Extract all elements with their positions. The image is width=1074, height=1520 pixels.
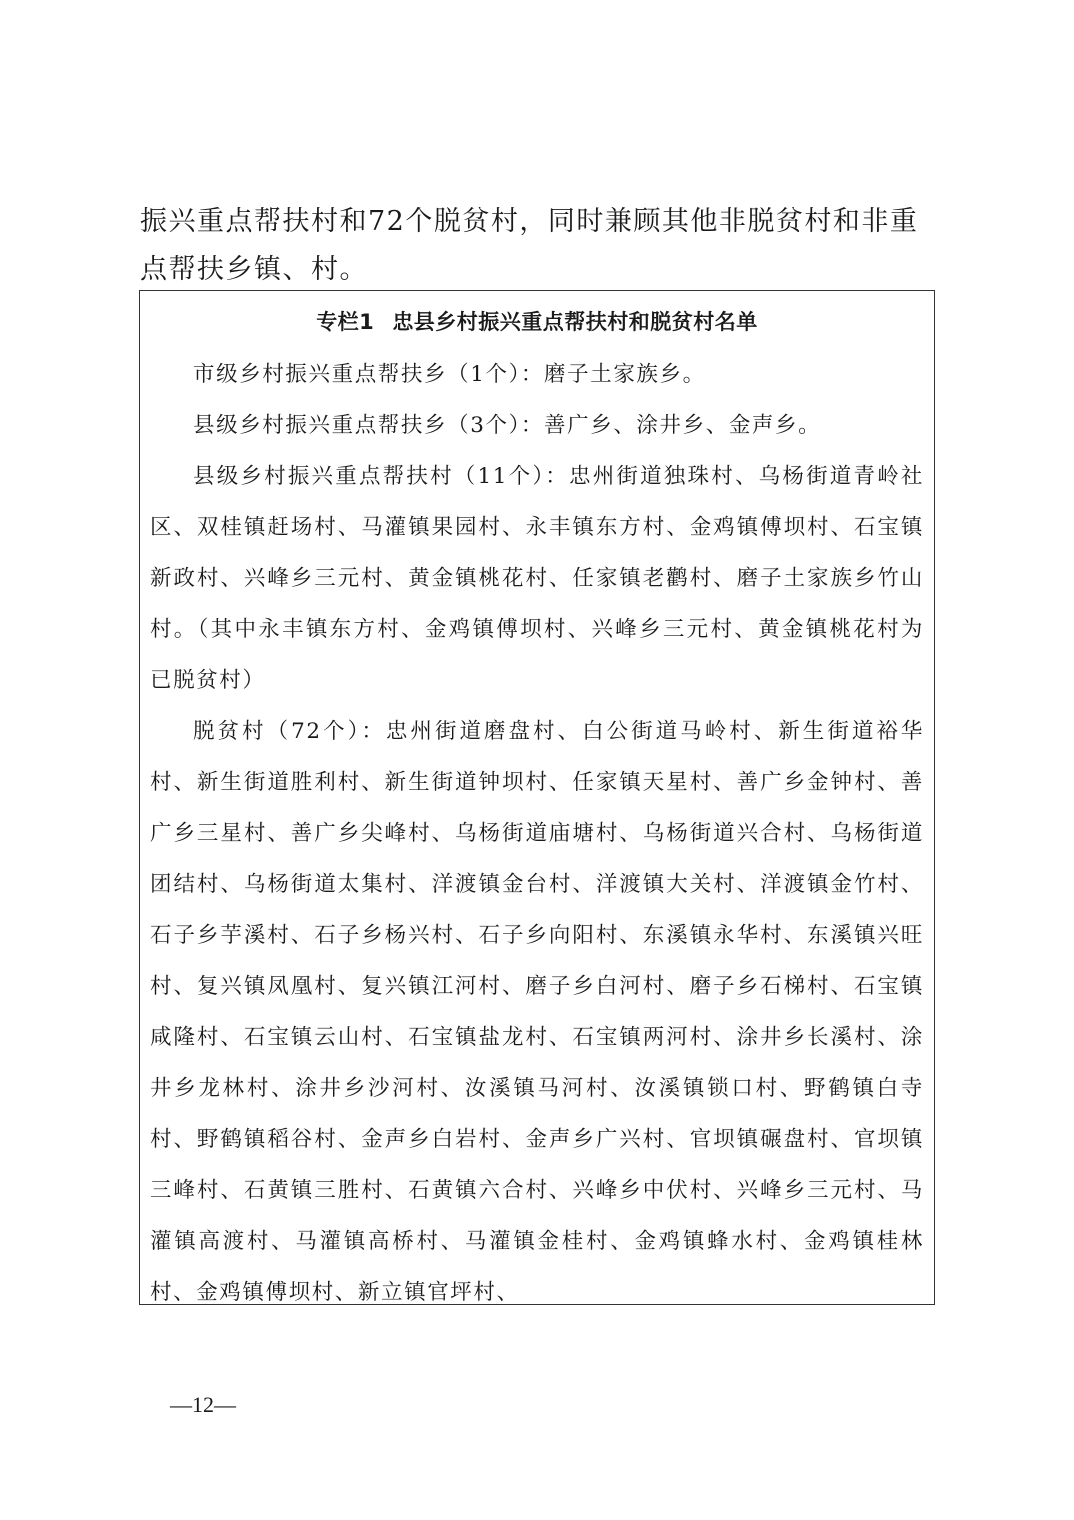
county-level-village-paragraph: 县级乡村振兴重点帮扶村（11个）：忠州街道独珠村、乌杨街道青岭社区、双桂镇赶场村、马灌镇果园村、永丰镇东方村、金鸡镇傅坝村、石宝镇新政村、兴峰乡三元村、黄金镇桃花村、任家镇老鹳村、磨子土家族乡竹山村。（其中永丰镇东方村、金鸡镇傅坝村、兴峰乡三元村、黄金镇桃花村为已脱贫村） (150, 464, 924, 693)
column-box (139, 290, 935, 1305)
poverty-alleviated-village-paragraph: 脱贫村（72个）：忠州街道磨盘村、白公街道马岭村、新生街道裕华村、新生街道胜利村、新生街道钟坝村、任家镇天星村、善广乡金钟村、善广乡三星村、善广乡尖峰村、乌杨街道庙塘村、乌杨街道兴合村、乌杨街道团结村、乌杨街道太集村、洋渡镇金台村、洋渡镇大关村、洋渡镇金竹村、石子乡芋溪村、石子乡杨兴村、石子乡向阳村、东溪镇永华村、东溪镇兴旺村、复兴镇凤凰村、复兴镇江河村、磨子乡白河村、磨子乡石梯村、石宝镇咸隆村、石宝镇云山村、石宝镇盐龙村、石宝镇两河村、涂井乡长溪村、涂井乡龙林村、涂井乡沙河村、汝溪镇马河村、汝溪镇锁口村、野鹤镇白寺村、野鹤镇稻谷村、金声乡白岩村、金声乡广兴村、官坝镇碾盘村、官坝镇三峰村、石黄镇三胜村、石黄镇六合村、兴峰乡中伏村、兴峰乡三元村、马灌镇高渡村、马灌镇高桥村、马灌镇金桂村、金鸡镇蜂水村、金鸡镇桂林村、金鸡镇傅坝村、新立镇官坪村、 (150, 719, 924, 1305)
page-number: —12— (170, 1392, 236, 1417)
county-level-township-paragraph: 县级乡村振兴重点帮扶乡（3个）：善广乡、涂井乡、金声乡。 (193, 413, 822, 438)
column-number: 专栏1 (316, 310, 375, 334)
city-level-township-paragraph: 市级乡村振兴重点帮扶乡（1个）：磨子土家族乡。 (193, 362, 706, 387)
column-title-text: 忠县乡村振兴重点帮扶村和脱贫村名单 (392, 310, 758, 334)
intro-paragraph: 振兴重点帮扶村和72个脱贫村，同时兼顾其他非脱贫村和非重点帮扶乡镇、村。 (140, 206, 919, 285)
column-title (150, 307, 924, 337)
